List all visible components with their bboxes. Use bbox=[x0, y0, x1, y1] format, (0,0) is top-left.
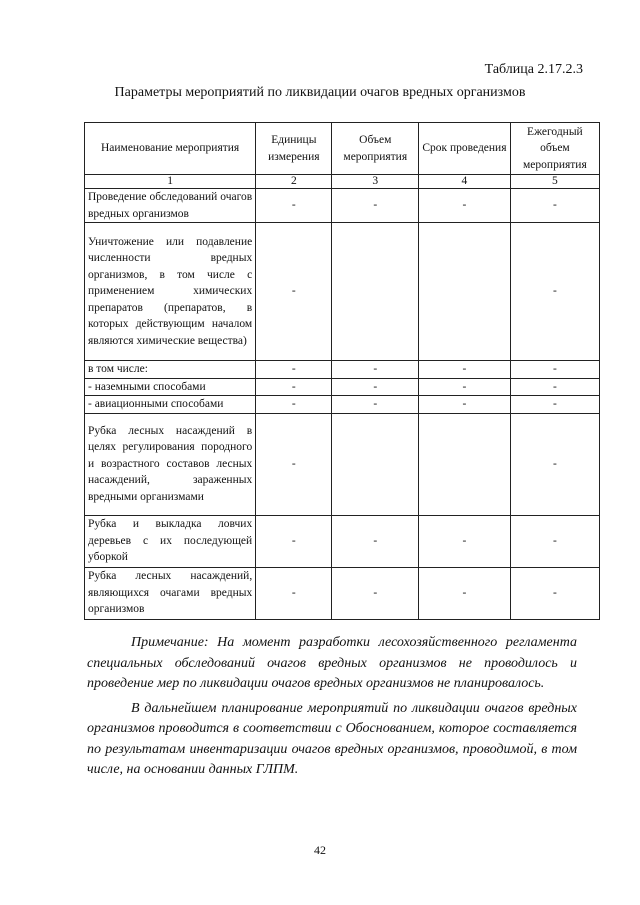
table-title: Параметры мероприятий по ликвидации очагов вредных организмов bbox=[114, 85, 526, 100]
term-cell bbox=[419, 223, 511, 361]
measure-name: Проведение обследований очагов вредных организмов bbox=[85, 189, 256, 223]
term-cell: - bbox=[419, 567, 511, 619]
table-row bbox=[85, 223, 600, 361]
table-row bbox=[85, 396, 600, 414]
unit-cell: - bbox=[256, 515, 332, 567]
column-number: 4 bbox=[419, 175, 511, 189]
term-cell: - bbox=[419, 189, 511, 223]
annual-cell: - bbox=[510, 413, 599, 515]
term-cell: - bbox=[419, 361, 511, 379]
volume-cell bbox=[332, 413, 419, 515]
annual-cell: - bbox=[510, 396, 599, 414]
unit-cell: - bbox=[256, 413, 332, 515]
column-number: 5 bbox=[510, 175, 599, 189]
table-number: Таблица 2.17.2.3 bbox=[484, 62, 583, 77]
annual-cell: - bbox=[510, 567, 599, 619]
page-number: 42 bbox=[314, 843, 326, 857]
unit-cell: - bbox=[256, 189, 332, 223]
volume-cell: - bbox=[332, 361, 419, 379]
annual-cell: - bbox=[510, 361, 599, 379]
unit-cell: - bbox=[256, 223, 332, 361]
volume-cell: - bbox=[332, 567, 419, 619]
measure-name: в том числе: bbox=[85, 361, 256, 379]
column-header-annual: Ежегодный объем мероприятия bbox=[510, 123, 599, 175]
volume-cell: - bbox=[332, 396, 419, 414]
column-header-term: Срок проведения bbox=[419, 123, 511, 175]
measure-name: Уничтожение или подавление численности вредных организмов, в том числе с применением химических препаратов (препаратов, в которых действующим началом являются химические вещества) bbox=[85, 223, 256, 361]
volume-cell: - bbox=[332, 515, 419, 567]
volume-cell: - bbox=[332, 378, 419, 396]
term-cell bbox=[419, 413, 511, 515]
table-row bbox=[85, 189, 600, 223]
table-row bbox=[85, 378, 600, 396]
measure-name: - наземными способами bbox=[85, 378, 256, 396]
annual-cell: - bbox=[510, 515, 599, 567]
measures-table bbox=[84, 122, 600, 620]
table-row bbox=[85, 361, 600, 379]
unit-cell: - bbox=[256, 378, 332, 396]
unit-cell: - bbox=[256, 361, 332, 379]
volume-cell bbox=[332, 223, 419, 361]
column-header-volume: Объем мероприятия bbox=[332, 123, 419, 175]
term-cell: - bbox=[419, 515, 511, 567]
measure-name: Рубка лесных насаждений, являющихся очагами вредных организмов bbox=[85, 567, 256, 619]
volume-cell: - bbox=[332, 189, 419, 223]
column-number: 1 bbox=[85, 175, 256, 189]
measure-name: - авиационными способами bbox=[85, 396, 256, 414]
unit-cell: - bbox=[256, 396, 332, 414]
annual-cell: - bbox=[510, 378, 599, 396]
note-paragraph: Примечание: На момент разработки лесохозяйственного регламента специальных обследований очагов вредных организмов не проводилось и проведение мер по ликвидации очагов вредных организмов не планировалось. bbox=[87, 635, 577, 691]
term-cell: - bbox=[419, 378, 511, 396]
notes-block bbox=[87, 633, 577, 781]
measure-name: Рубка лесных насаждений в целях регулирования породного и возрастного составов лесных насаждений, зараженных вредными организмами bbox=[85, 413, 256, 515]
unit-cell: - bbox=[256, 567, 332, 619]
column-header-name: Наименование мероприятия bbox=[85, 123, 256, 175]
column-numbers-row bbox=[85, 175, 600, 189]
annual-cell: - bbox=[510, 223, 599, 361]
table-row bbox=[85, 567, 600, 619]
column-number: 3 bbox=[332, 175, 419, 189]
measure-name: Рубка и выкладка ловчих деревьев с их последующей уборкой bbox=[85, 515, 256, 567]
table-row bbox=[85, 515, 600, 567]
column-number: 2 bbox=[256, 175, 332, 189]
annual-cell: - bbox=[510, 189, 599, 223]
term-cell: - bbox=[419, 396, 511, 414]
table-header-row bbox=[85, 123, 600, 175]
column-header-unit: Единицы измерения bbox=[256, 123, 332, 175]
table-row bbox=[85, 413, 600, 515]
note-paragraph: В дальнейшем планирование мероприятий по ликвидации очагов вредных организмов проводится в соответствии с Обоснованием, которое составляется по результатам инвентаризации очагов вредных организмов, проводимой, в том числе, на основании данных ГЛПМ. bbox=[87, 700, 577, 777]
